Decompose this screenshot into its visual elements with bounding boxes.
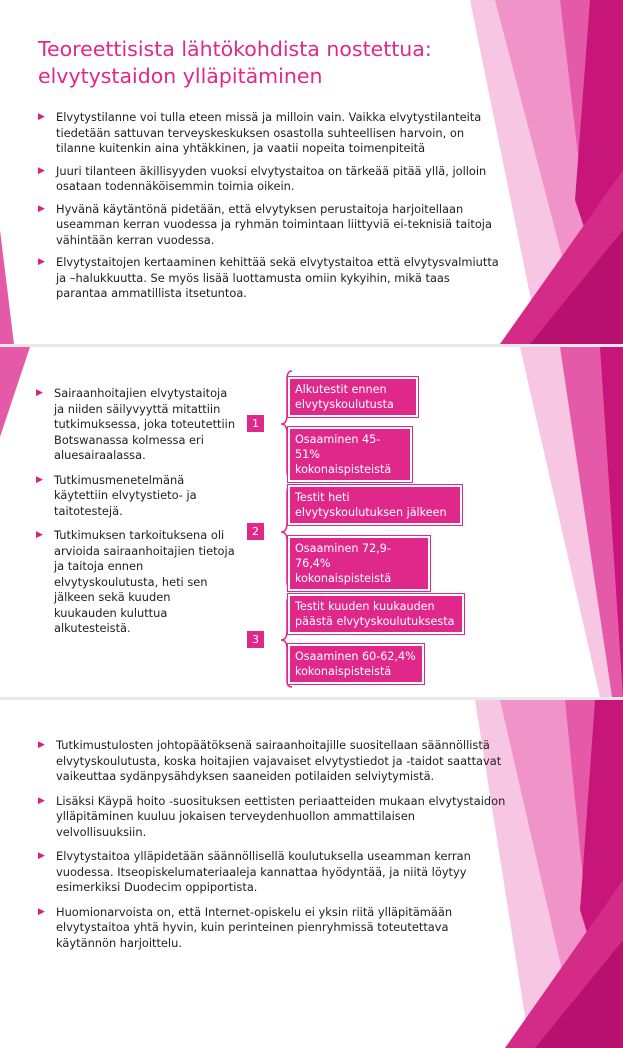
list-item: ▶ Sairaanhoitajien elvytystaitoja ja niiden säilyvyyttä mitattiin tutkimuksessa, joka toteutettiin Botswanassa kolmessa eri aluesairaalassa. — [36, 386, 236, 462]
step-number-3: 3 — [247, 631, 264, 648]
triangle-bullet-icon: ▶ — [38, 906, 45, 917]
step-box-result-3: Osaaminen 60-62,4% kokonaispisteistä — [288, 644, 424, 684]
list-item: ▶ Tutkimusmenetelmänä käytettiin elvytystieto- ja taitotestejä. — [36, 472, 197, 518]
list-item: ▶ Tutkimuksen tarkoituksena oli arvioida sairaanhoitajien tietoja ja taitoja ennen elvytyskoulutusta, heti sen jälkeen sekä kuuden kuukauden kuluttua alkutesteistä. — [36, 528, 235, 635]
step-number-2: 2 — [247, 523, 264, 540]
list-item: ▶ Elvytystaitojen kertaaminen kehittää sekä elvytystaitoa että elvytysvalmiutta ja –halukkuutta. Se myös lisää luottamusta omiin kykyihin, mikä taas parantaa ammatillista itsetuntoa. — [38, 255, 499, 300]
list-item: ▶ Hyvänä käytäntönä pidetään, että elvytyksen perustaitoja harjoitellaan useamman kerran vuodessa ja ryhmän toimintaan liittyviä ei-teknisiä taitoja vähintään kerran vuodessa. — [38, 201, 492, 247]
step-number-1: 1 — [247, 415, 264, 432]
triangle-bullet-icon: ▶ — [38, 257, 45, 267]
triangle-bullet-icon: ▶ — [38, 851, 45, 861]
list-item: ▶ Juuri tilanteen äkillisyyden vuoksi elvytystaitoa on tärkeää pitää yllä, jolloin osataan todennäköisemmin toimia oikein. — [38, 163, 487, 193]
step-box-pretest: Alkutestit ennen elvytyskoulutusta — [288, 377, 418, 417]
list-item: ▶ Elvytystaitoa ylläpidetään säännöllisellä koulutuksella useamman kerran vuodessa. Itseopiskelumateriaaleja kannattaa hyödyntää, ja niitä löytyy esimerkiksi Duodecim oppiportista. — [38, 849, 471, 894]
bullet-list — [38, 110, 500, 309]
triangle-bullet-icon: ▶ — [38, 165, 45, 176]
triangle-bullet-icon: ▶ — [38, 112, 45, 122]
step-box-followup: Testit kuuden kuukauden päästä elvytyskoulutuksesta — [288, 594, 464, 634]
slide-title: Teoreettisista lähtökohdista nostettua: elvytystaidon ylläpitäminen — [38, 37, 432, 88]
triangle-bullet-icon: ▶ — [36, 388, 43, 398]
triangle-bullet-icon: ▶ — [36, 530, 43, 540]
bullet-list — [38, 738, 508, 960]
triangle-bullet-icon: ▶ — [38, 795, 45, 806]
slide-3 — [0, 700, 623, 1048]
list-item: ▶ Elvytystilanne voi tulla eteen missä ja milloin vain. Vaikka elvytystilanteita tiedetään sattuvan terveyskeskuksen osastolla suhteellisen harvoin, on tilanne kuitenkin aina yhtäkkinen, ja vaatii nopeita toimenpiteitä — [38, 110, 482, 155]
slide-2 — [0, 347, 623, 697]
step-box-result-2: Osaaminen 72,9-76,4% kokonaispisteistä — [288, 536, 430, 591]
triangle-bullet-icon: ▶ — [38, 203, 45, 214]
step-box-posttest: Testit heti elvytyskoulutuksen jälkeen — [288, 485, 462, 525]
list-item: ▶ Tutkimustulosten johtopäätöksenä sairaanhoitajille suositellaan säännöllistä elvytyskoulutusta, koska hoitajien vajavaiset elvytystiedot ja -taidot saattavat vaikeuttaa sydänpysähdyksen saaneiden potilaiden selviytymistä. — [38, 738, 502, 783]
triangle-bullet-icon: ▶ — [36, 474, 43, 485]
slide-1 — [0, 0, 623, 344]
list-item: ▶ Huomionarvoista on, että Internet-opiskelu ei yksin riitä ylläpitämään elvytystaitoa yhtä hyvin, kuin perinteinen pienryhmissä toteutettava käytännön harjoittelu. — [38, 904, 453, 950]
step-box-result-1: Osaaminen 45-51% kokonaispisteistä — [288, 427, 412, 482]
list-item: ▶ Lisäksi Käypä hoito -suosituksen eettisten periaatteiden mukaan elvytystaidon ylläpitäminen kuuluu jokaisen terveydenhuollon ammattilaisen velvollisuuksiin. — [38, 793, 506, 839]
triangle-bullet-icon: ▶ — [38, 740, 45, 750]
bullet-list — [36, 386, 236, 646]
